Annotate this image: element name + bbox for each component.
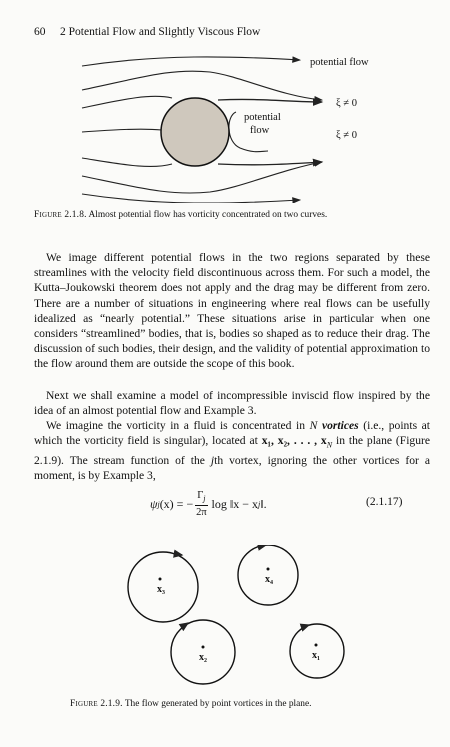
figure-point-vortices [0,545,450,695]
vortex-point [202,646,205,649]
label-x3: x₃ [157,584,165,595]
streamline [82,158,172,166]
vortex-direction-arrow [261,545,266,546]
vortex-point [315,644,318,647]
streamline [82,71,322,100]
paragraph-3: We imagine the vorticity in a fluid is concentrated in N vortices (i.e., points at which the vorticity field is singular), located at x₁, x₂, . . . , $x_N$ in the plane (Figure 2.1.9). The stream function of the jth vortex, ignoring the other vortices for a moment, is by Example 3, [34,419,431,482]
equation-2-1-17 [0,486,450,522]
streamline [82,57,300,66]
vortex-direction-arrow [306,625,309,626]
figure-caption-2-1-9 [70,698,312,710]
paragraph-2: Next we shall examine a model of incompressible inviscid flow inspired by the idea of an almost potential flow and Example 3. [34,389,430,418]
vortex-point [267,568,270,571]
page-number: 60 [34,26,46,38]
paragraph-1: We image different potential flows in the two regions separated by these streamlines with the velocity field discontinuous across them. For such a model, the Kutta–Joukowski theorem does not apply and the drag may be different from zero. There are a number of situations in engineering where real flows can be usefully idealized as “nearly potential.” These situations arise in particular when one considers “streamlined” bodies, that is, bodies so shaped as to reduce their drag. The discussion of such bodies, their design, and the validity of potential approximation to the flow around them are outside the scope of this book. [34,251,430,371]
streamline [82,96,172,108]
label-x2: x₂ [199,652,207,663]
equation-number: (2.1.17) [366,496,403,508]
caption-text: Almost potential flow has vorticity concentrated on two curves. [88,210,328,220]
streamline [82,129,162,132]
vortex-point [159,578,162,581]
cylinder-body [161,98,229,166]
streamline [82,194,300,203]
caption-label: Figure 2.1.9. [70,699,123,709]
equation-fraction: $\frac{\Gamma_j}{2\pi}$ [196,489,207,519]
caption-text: The flow generated by point vortices in the plane. [124,699,312,709]
vortex-sheet-upper [218,99,322,102]
equation-body: ψ j (x) = − $\frac{\Gamma_j}{2\pi}$ log ‖x − x j ‖. [150,489,267,519]
label-xi-upper: ξ ≠ 0 [336,98,357,109]
running-head [34,26,260,38]
figure-caption-2-1-8 [34,209,327,221]
label-xi-lower: ξ ≠ 0 [336,130,357,141]
label-potential-flow-inner-2: flow [250,125,270,136]
label-x4: x₄ [265,574,273,585]
caption-label: Figure 2.1.8. [34,210,87,220]
label-potential-flow-top: potential flow [310,57,369,68]
vortex-direction-arrow [176,554,182,555]
label-potential-flow-inner-1: potential [244,112,281,123]
chapter-title: 2 Potential Flow and Slightly Viscous Flow [60,26,261,38]
vortex-sheet-lower [218,162,322,165]
label-x1: x₁ [312,650,320,661]
figure-almost-potential-flow [0,38,450,203]
streamline [82,162,322,193]
